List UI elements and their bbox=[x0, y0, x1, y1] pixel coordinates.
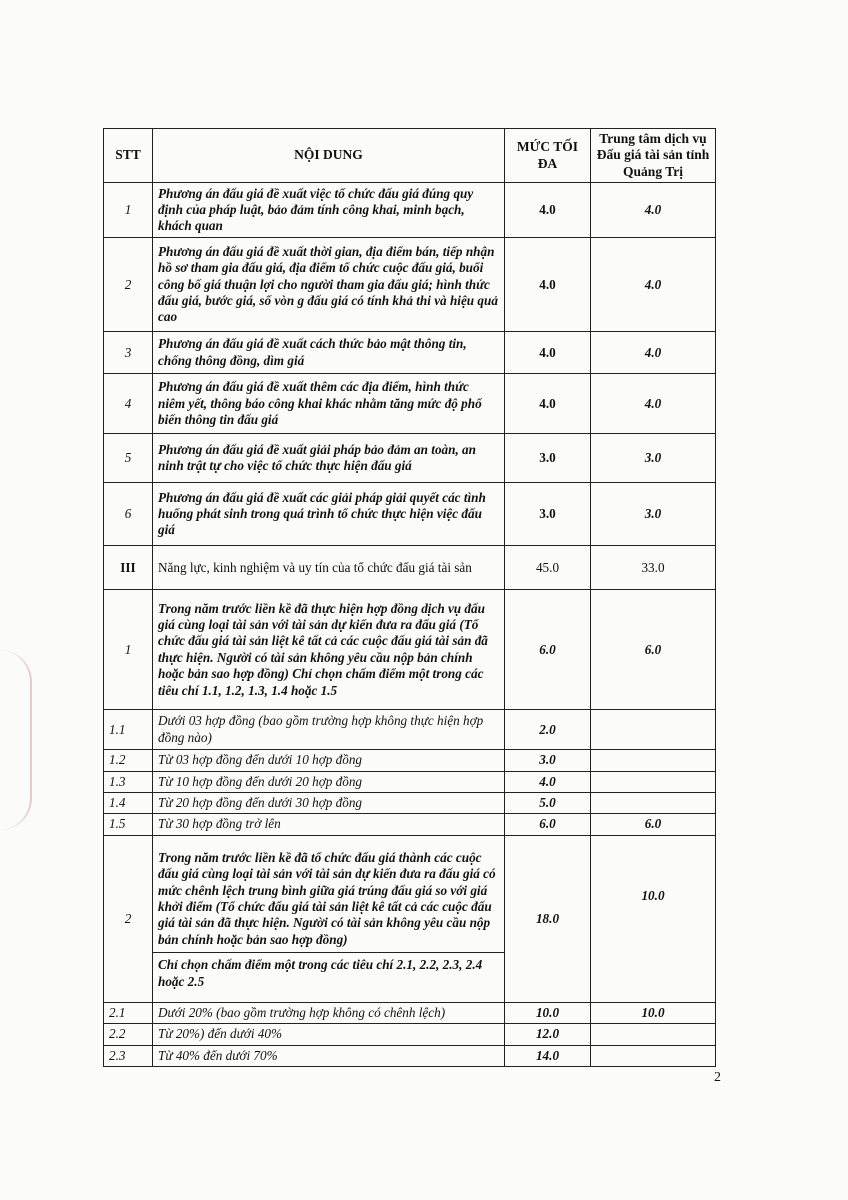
row-score bbox=[591, 793, 716, 814]
row-stt: 1.4 bbox=[104, 793, 153, 814]
row-max: 3.0 bbox=[505, 483, 591, 546]
row-max: 14.0 bbox=[505, 1045, 591, 1066]
row-max: 4.0 bbox=[505, 238, 591, 332]
row-content: Dưới 03 hợp đồng (bao gồm trường hợp không thực hiện hợp đồng nào) bbox=[153, 710, 505, 750]
table-row bbox=[104, 710, 716, 750]
section-stt: III bbox=[104, 546, 153, 590]
table-row bbox=[104, 835, 716, 1002]
row-max: 6.0 bbox=[505, 590, 591, 710]
row-score bbox=[591, 1024, 716, 1045]
row-content: Phương án đấu giá đề xuất thời gian, địa điểm bán, tiếp nhận hồ sơ tham gia đấu giá, địa điểm tổ chức cuộc đấu giá, buổi công bố giá thuận lợi cho người tham gia đấu giá; hình thức đấu giá, bước giá, số vòn g đấu giá có tính khả thi và hiệu quả cao bbox=[153, 238, 505, 332]
bleed-through-text bbox=[150, 0, 710, 90]
row-score: 4.0 bbox=[591, 374, 716, 434]
table-row bbox=[104, 1024, 716, 1045]
row-stt: 1.2 bbox=[104, 750, 153, 771]
table-row bbox=[104, 590, 716, 710]
section-score: 33.0 bbox=[591, 546, 716, 590]
table-row bbox=[104, 183, 716, 238]
row-max: 12.0 bbox=[505, 1024, 591, 1045]
table-row bbox=[104, 332, 716, 374]
row-score: 10.0 bbox=[591, 1002, 716, 1023]
row-stt: 2 bbox=[104, 238, 153, 332]
row-stt: 1.5 bbox=[104, 814, 153, 835]
row-content: Từ 03 hợp đồng đến dưới 10 hợp đồng bbox=[153, 750, 505, 771]
page-number: 2 bbox=[714, 1070, 721, 1085]
row-stt: 2.2 bbox=[104, 1024, 153, 1045]
row-score: 6.0 bbox=[591, 590, 716, 710]
row-stt: 1.1 bbox=[104, 710, 153, 750]
row-stt: 6 bbox=[104, 483, 153, 546]
row-max: 2.0 bbox=[505, 710, 591, 750]
header-content: NỘI DUNG bbox=[153, 129, 505, 183]
row-score: 3.0 bbox=[591, 483, 716, 546]
row-max: 4.0 bbox=[505, 183, 591, 238]
table-row bbox=[104, 793, 716, 814]
table-row bbox=[104, 374, 716, 434]
table-row bbox=[104, 750, 716, 771]
row-content: Phương án đấu giá đề xuất giải pháp bảo đảm an toàn, an ninh trật tự cho việc tổ chức thực hiện đấu giá bbox=[153, 434, 505, 483]
table-row bbox=[104, 434, 716, 483]
table-row bbox=[104, 771, 716, 792]
row-content: Từ 20%) đến dưới 40% bbox=[153, 1024, 505, 1045]
row-score bbox=[591, 710, 716, 750]
row-max: 10.0 bbox=[505, 1002, 591, 1023]
table-row bbox=[104, 1002, 716, 1023]
row-stt: 5 bbox=[104, 434, 153, 483]
table-row bbox=[104, 238, 716, 332]
row-score: 4.0 bbox=[591, 183, 716, 238]
red-stamp-edge bbox=[0, 650, 32, 830]
row-content: Từ 20 hợp đồng đến dưới 30 hợp đồng bbox=[153, 793, 505, 814]
header-stt: STT bbox=[104, 129, 153, 183]
row-max: 18.0 bbox=[505, 835, 591, 1002]
row-score bbox=[591, 1045, 716, 1066]
row-max: 3.0 bbox=[505, 434, 591, 483]
header-center: Trung tâm dịch vụ Đấu giá tài sản tỉnh Quảng Trị bbox=[591, 129, 716, 183]
row-max: 4.0 bbox=[505, 374, 591, 434]
row-stt: 2.3 bbox=[104, 1045, 153, 1066]
row-content: Từ 30 hợp đồng trở lên bbox=[153, 814, 505, 835]
row-score: 3.0 bbox=[591, 434, 716, 483]
table-row bbox=[104, 483, 716, 546]
row-content: Phương án đấu giá đề xuất cách thức bảo mật thông tin, chống thông đồng, dìm giá bbox=[153, 332, 505, 374]
row-max: 4.0 bbox=[505, 771, 591, 792]
row-subcontent: Chỉ chọn chấm điểm một trong các tiêu chí 2.1, 2.2, 2.3, 2.4 hoặc 2.5 bbox=[153, 952, 504, 990]
row-content: Trong năm trước liền kề đã tổ chức đấu giá thành các cuộc đấu giá cùng loại tài sản với tài sản dự kiến đưa ra đấu giá có mức chênh lệch trung bình giữa giá trúng đấu giá so với giá khởi điểm (Tổ chức đấu giá tài sản liệt kê tất cả các cuộc đấu giá tài sản đã thực hiện. Người có tài sản không yêu cầu nộp bản chính hoặc bản sao hợp đồng) bbox=[158, 849, 496, 947]
table-row bbox=[104, 1045, 716, 1066]
row-score: 4.0 bbox=[591, 238, 716, 332]
row-content: Phương án đấu giá đề xuất các giải pháp giải quyết các tình huống phát sinh trong quá trình tổ chức thực hiện việc đấu giá bbox=[153, 483, 505, 546]
section-row bbox=[104, 546, 716, 590]
header-max: MỨC TỐI ĐA bbox=[505, 129, 591, 183]
row-stt: 2 bbox=[104, 835, 153, 1002]
table-row bbox=[104, 814, 716, 835]
row-content: Trong năm trước liền kề đã thực hiện hợp đồng dịch vụ đấu giá cùng loại tài sản với tài sản dự kiến đưa ra đấu giá (Tổ chức đấu giá tài sản liệt kê tất cả các cuộc đấu giá tài sản đã thực hiện. Người có tài sản không yêu cầu nộp bản chính hoặc bản sao hợp đồng) Chỉ chọn chấm điểm một trong các tiêu chí 1.1, 1.2, 1.3, 1.4 hoặc 1.5 bbox=[153, 590, 505, 710]
row-score bbox=[591, 771, 716, 792]
row-score: 4.0 bbox=[591, 332, 716, 374]
row-max: 4.0 bbox=[505, 332, 591, 374]
row-content: Từ 40% đến dưới 70% bbox=[153, 1045, 505, 1066]
row-stt: 1 bbox=[104, 590, 153, 710]
section-max: 45.0 bbox=[505, 546, 591, 590]
row-score: 10.0 bbox=[591, 835, 716, 1002]
row-stt: 1 bbox=[104, 183, 153, 238]
row-max: 3.0 bbox=[505, 750, 591, 771]
row-stt: 4 bbox=[104, 374, 153, 434]
section-content: Năng lực, kinh nghiệm và uy tín của tổ chức đấu giá tài sản bbox=[153, 546, 505, 590]
row-content: Từ 10 hợp đồng đến dưới 20 hợp đồng bbox=[153, 771, 505, 792]
row-stt: 3 bbox=[104, 332, 153, 374]
row-max: 5.0 bbox=[505, 793, 591, 814]
row-content: Phương án đấu giá đề xuất việc tổ chức đấu giá đúng quy định của pháp luật, bảo đảm tính công khai, minh bạch, khách quan bbox=[153, 183, 505, 238]
row-content: Dưới 20% (bao gồm trường hợp không có chênh lệch) bbox=[153, 1002, 505, 1023]
row-content: Phương án đấu giá đề xuất thêm các địa điểm, hình thức niêm yết, thông báo công khai khác nhằm tăng mức độ phổ biến thông tin đấu giá bbox=[153, 374, 505, 434]
row-score: 6.0 bbox=[591, 814, 716, 835]
scoring-table bbox=[103, 128, 716, 1067]
row-stt: 2.1 bbox=[104, 1002, 153, 1023]
row-stt: 1.3 bbox=[104, 771, 153, 792]
row-score bbox=[591, 750, 716, 771]
row-max: 6.0 bbox=[505, 814, 591, 835]
